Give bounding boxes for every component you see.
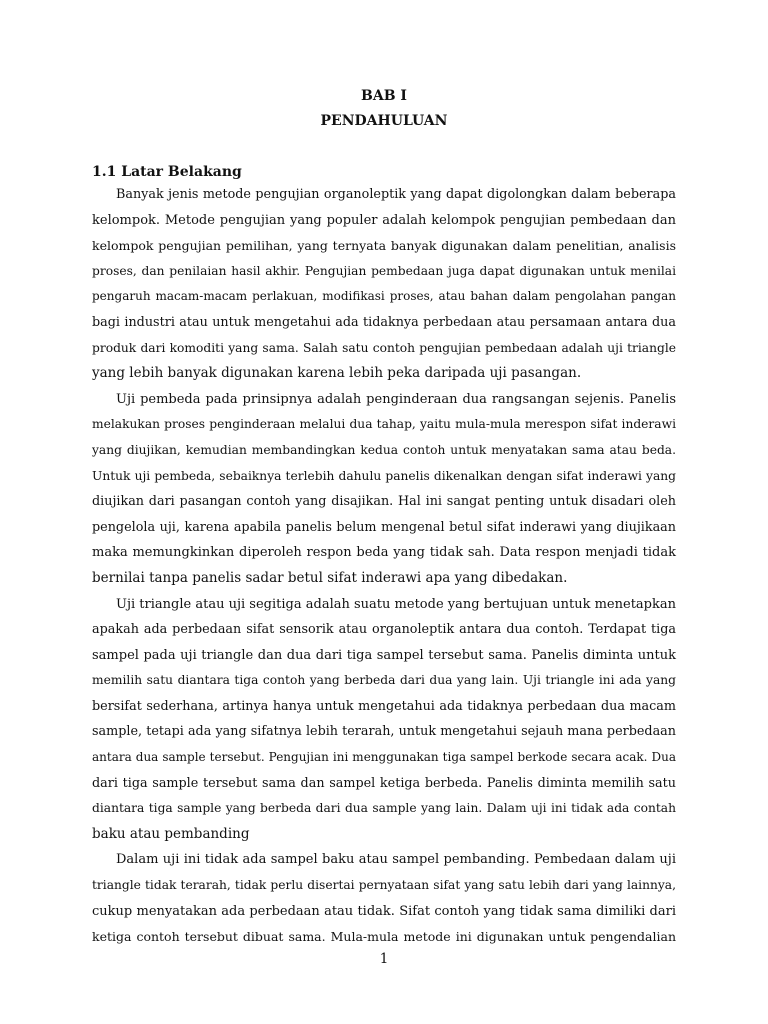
text-line: bersifat sederhana, artinya hanya untuk mengetahui ada tidaknya perbedaan dua macam [92, 698, 676, 714]
text-line: sampel pada uji triangle dan dua dari tiga sampel tersebut sama. Panelis diminta untuk [92, 647, 676, 663]
chapter-title: PENDAHULUAN [320, 113, 448, 129]
text-line: dari tiga sample tersebut sama dan sampel ketiga berbeda. Panelis diminta memilih satu [92, 775, 676, 791]
text-line: baku atau pembanding [92, 825, 250, 842]
text-line: memilih satu diantara tiga contoh yang berbeda dari dua yang lain. Uji triangle ini ada yang [92, 673, 676, 688]
text-line: ketiga contoh tersebut dibuat sama. Mula-mula metode ini digunakan untuk pengendalian [92, 929, 676, 945]
text-line: Untuk uji pembeda, sebaiknya terlebih dahulu panelis dikenalkan dengan sifat inderawi yang [92, 468, 676, 483]
section-title: 1.1 Latar Belakang [92, 164, 242, 180]
page-number: 1 [379, 951, 389, 967]
text-line: Uji pembeda pada prinsipnya adalah penginderaan dua rangsangan sejenis. Panelis [116, 391, 676, 407]
text-line: apakah ada perbedaan sifat sensorik atau organoleptik antara dua contoh. Terdapat tiga [92, 622, 676, 638]
text-line: diujikan dari pasangan contoh yang disajikan. Hal ini sangat penting untuk disadari oleh [92, 494, 676, 510]
text-line: Dalam uji ini tidak ada sampel baku atau sampel pembanding. Pembedaan dalam uji [116, 852, 676, 868]
text-line: melakukan proses penginderaan melalui dua tahap, yaitu mula-mula merespon sifat inderawi [92, 417, 676, 432]
text-line: diantara tiga sample yang berbeda dari dua sample yang lain. Dalam uji ini tidak ada contah [92, 801, 676, 816]
text-line: proses, dan penilaian hasil akhir. Pengujian pembedaan juga dapat digunakan untuk menilai [92, 263, 676, 278]
body-text [92, 182, 676, 950]
text-line: cukup menyatakan ada perbedaan atau tidak. Sifat contoh yang tidak sama dimiliki dari [92, 903, 676, 919]
text-line: pengelola uji, karena apabila panelis belum mengenal betul sifat inderawi yang diujikaan [92, 519, 676, 535]
text-line: maka memungkinkan diperoleh respon beda yang tidak sah. Data respon menjadi tidak [92, 545, 676, 561]
text-line: kelompok pengujian pemilihan, yang ternyata banyak digunakan dalam penelitian, analisis [92, 238, 676, 254]
text-line: kelompok. Metode pengujian yang populer adalah kelompok pengujian pembedaan dan [92, 212, 676, 228]
text-line: bagi industri atau untuk mengetahui ada tidaknya perbedaan atau persamaan antara dua [92, 314, 676, 330]
text-line: yang diujikan, kemudian membandingkan kedua contoh untuk menyatakan sama atau beda. [92, 442, 676, 457]
text-line: pengaruh macam-macam perlakuan, modifikasi proses, atau bahan dalam pengolahan pangan [92, 289, 676, 304]
chapter-heading: BAB I [361, 88, 407, 104]
text-line: Banyak jenis metode pengujian organoleptik yang dapat digolongkan dalam beberapa [116, 187, 676, 202]
text-line: produk dari komoditi yang sama. Salah satu contoh pengujian pembedaan adalah uji triangle [92, 340, 676, 355]
text-line: antara dua sample tersebut. Pengujian ini menggunakan tiga sampel berkode secara acak. Dua [92, 750, 676, 765]
text-line: triangle tidak terarah, tidak perlu disertai pernyataan sifat yang satu lebih dari yang lainnya, [92, 878, 676, 893]
text-line: yang lebih banyak digunakan karena lebih peka daripada uji pasangan. [92, 365, 582, 382]
text-line: bernilai tanpa panelis sadar betul sifat inderawi apa yang dibedakan. [92, 569, 568, 586]
text-line: sample, tetapi ada yang sifatnya lebih terarah, untuk mengetahui sejauh mana perbedaan [92, 724, 676, 740]
text-line: Uji triangle atau uji segitiga adalah suatu metode yang bertujuan untuk menetapkan [116, 596, 676, 612]
